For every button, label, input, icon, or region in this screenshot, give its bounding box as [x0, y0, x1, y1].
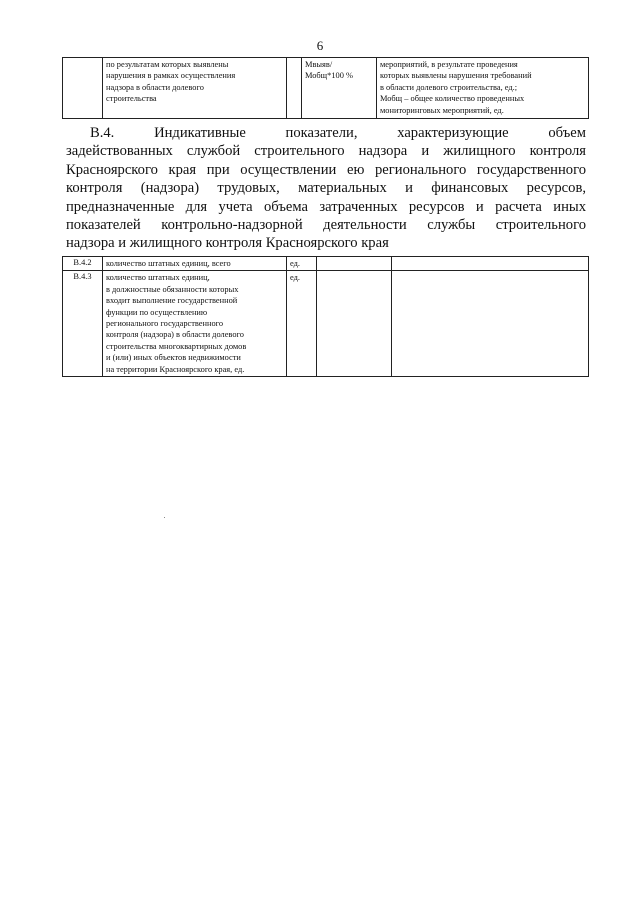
unit-cell: ед.: [287, 257, 317, 271]
table-row: [63, 257, 589, 271]
text-line: надзора в области долевого: [106, 82, 204, 92]
text-line: строительства: [106, 94, 157, 104]
indicator-description-cell: [103, 271, 287, 377]
text-line: строительства многоквартирных домов: [106, 341, 247, 351]
formula-explanation-cell: [377, 58, 589, 119]
formula-cell: [302, 58, 377, 119]
indicator-table: [62, 256, 589, 377]
text-line: на территории Красноярского края, ед.: [106, 364, 245, 374]
text-line: количество штатных единиц, всего: [106, 259, 231, 268]
page-number: 6: [316, 38, 324, 53]
empty-cell: [317, 271, 392, 377]
section-heading-paragraph: [66, 124, 586, 253]
empty-cell: [317, 257, 392, 271]
text-line: нарушения в рамках осуществления: [106, 71, 236, 81]
empty-cell: [392, 271, 589, 377]
continued-indicator-table: [62, 57, 589, 119]
text-line: которых выявлены нарушения требований: [380, 71, 532, 81]
indicator-code: В.4.3: [63, 271, 103, 377]
text-line: Мобщ*100 %: [305, 71, 353, 81]
indicator-description-cell: [103, 257, 287, 271]
text-line: Мобщ – общее количество проведенных: [380, 94, 525, 104]
paragraph-line: показателей контрольно-надзорной деятельности службы строительного: [66, 217, 586, 234]
text-line: и (или) иных объектов недвижимости: [106, 353, 241, 363]
text-line: по результатам которых выявлены: [106, 60, 229, 69]
text-line: мониторинговых мероприятий, ед.: [380, 105, 504, 115]
table-row: [63, 271, 589, 377]
indicator-description-cell: [103, 58, 287, 119]
text-line: регионального государственного: [106, 319, 224, 329]
indicator-code: В.4.2: [63, 257, 103, 271]
empty-cell: [392, 257, 589, 271]
text-line: Мвыяв/: [305, 60, 333, 69]
text-line: функции по осуществлению: [106, 307, 208, 317]
empty-cell: [287, 58, 302, 119]
text-line: мероприятий, в результате проведения: [380, 60, 518, 69]
text-line: количество штатных единиц,: [106, 273, 210, 283]
paragraph-line: предназначенные для учета объема затраченных ресурсов и расчета иных: [66, 198, 586, 215]
paragraph-line: В.4. Индикативные показатели, характеризующие объем: [90, 125, 586, 141]
paragraph-line: Красноярского края при осуществлении ею регионального государственного: [66, 161, 586, 178]
scan-speck: [164, 517, 165, 518]
code-cell: [63, 58, 103, 119]
paragraph-line: контроля (надзора) трудовых, материальных и финансовых ресурсов,: [66, 180, 586, 197]
table-row: [63, 58, 589, 119]
text-line: контроля (надзора) в области долевого: [106, 330, 244, 340]
text-line: в области долевого строительства, ед.;: [380, 82, 518, 92]
paragraph-line: надзора и жилищного контроля Красноярского края: [66, 235, 389, 252]
text-line: в должностные обязанности которых: [106, 284, 239, 294]
text-line: входит выполнение государственной: [106, 296, 238, 306]
unit-cell: ед.: [287, 271, 317, 377]
paragraph-line: задействованных службой строительного надзора и жилищного контроля: [66, 143, 586, 160]
